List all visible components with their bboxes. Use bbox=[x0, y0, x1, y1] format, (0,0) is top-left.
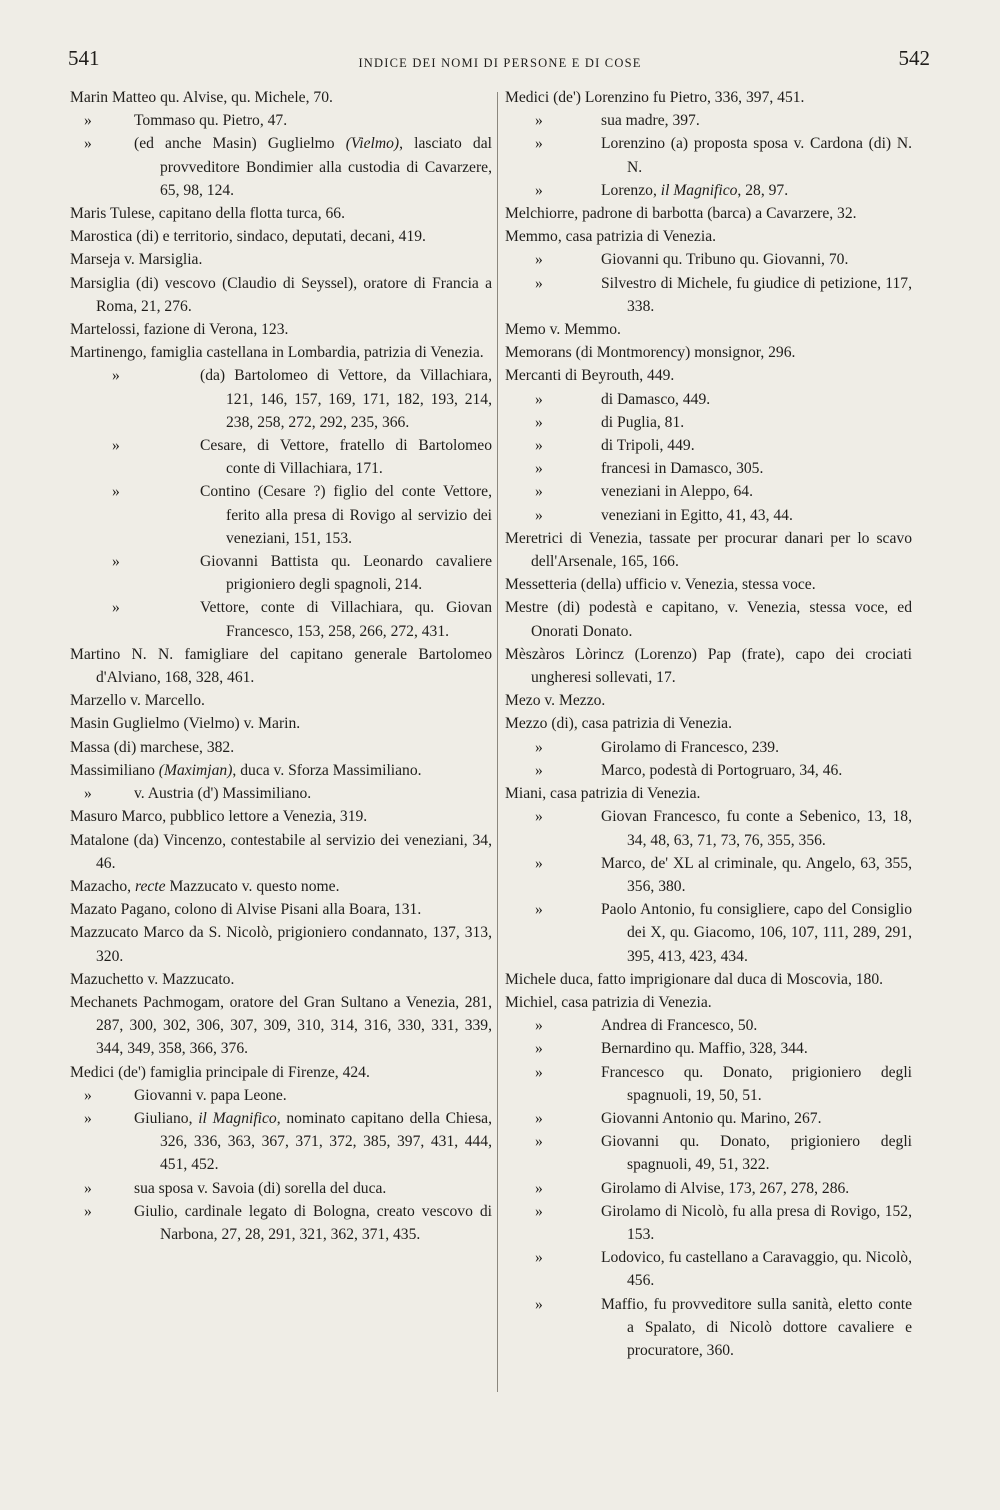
index-entry bbox=[70, 225, 492, 248]
entry-text: Mazuchetto v. Mazzucato. bbox=[70, 970, 235, 988]
ditto-mark: » bbox=[84, 1086, 92, 1104]
ditto-mark: » bbox=[535, 112, 543, 130]
index-entry bbox=[505, 225, 912, 248]
subentry-body bbox=[601, 1293, 912, 1363]
index-entry bbox=[505, 202, 912, 225]
ditto-mark: » bbox=[535, 390, 543, 408]
entry-text: di Damasco, 449. bbox=[601, 390, 711, 408]
index-entry bbox=[505, 86, 912, 109]
entry-text: Giovanni Antonio qu. Marino, 267. bbox=[601, 1109, 822, 1127]
index-subentry bbox=[505, 1014, 912, 1037]
index-entry bbox=[70, 643, 492, 689]
subentry-body bbox=[601, 1107, 912, 1130]
index-entry bbox=[505, 364, 912, 387]
entry-italic-text: (Maximjan) bbox=[158, 761, 233, 779]
entry-italic-text: recte bbox=[134, 877, 166, 895]
index-subentry bbox=[505, 272, 912, 318]
index-subentry bbox=[505, 852, 912, 898]
ditto-mark: » bbox=[535, 460, 543, 478]
entry-text: Marin Matteo qu. Alvise, qu. Michele, 70. bbox=[70, 89, 333, 106]
index-entry bbox=[505, 968, 912, 991]
entry-text-continued: Mazzucato v. questo nome. bbox=[165, 877, 340, 895]
entry-text: di Tripoli, 449. bbox=[601, 437, 695, 455]
entry-text: Lodovico, fu castellano a Caravaggio, qu. Nicolò, 456. bbox=[601, 1249, 912, 1290]
index-entry bbox=[70, 829, 492, 875]
ditto-mark: » bbox=[535, 1040, 543, 1058]
index-subentry bbox=[70, 1107, 492, 1177]
entry-text: Girolamo di Nicolò, fu alla presa di Rovigo, 152, 153. bbox=[601, 1202, 912, 1243]
entry-text: Mèszàros Lòrincz (Lorenzo) Pap (frate), capo dei crociati ungheresi sollevati, 17. bbox=[505, 645, 912, 687]
subentry-body bbox=[134, 1107, 492, 1177]
index-entry bbox=[70, 875, 492, 898]
entry-italic-text: il Magnifico bbox=[660, 181, 738, 199]
index-entry bbox=[70, 898, 492, 921]
entry-text: veneziani in Aleppo, 64. bbox=[601, 483, 754, 501]
ditto-mark: » bbox=[84, 1179, 92, 1197]
entry-text: Medici (de') Lorenzino fu Pietro, 336, 397, 451. bbox=[505, 89, 805, 106]
subentry-body bbox=[601, 272, 912, 318]
index-entry bbox=[70, 736, 492, 759]
ditto-mark: » bbox=[535, 761, 543, 779]
entry-text: Giovanni qu. Donato, prigioniero degli spagnuoli, 49, 51, 322. bbox=[601, 1133, 912, 1174]
index-entry bbox=[505, 318, 912, 341]
subentry-body bbox=[601, 1177, 912, 1200]
subentry-body bbox=[601, 179, 912, 202]
subentry-body bbox=[601, 736, 912, 759]
index-entry bbox=[70, 318, 492, 341]
index-entry bbox=[70, 86, 492, 109]
subentry-body bbox=[200, 550, 492, 596]
index-subentry bbox=[70, 596, 492, 642]
subentry-body bbox=[200, 480, 492, 550]
subentry-body bbox=[601, 1200, 912, 1246]
entry-text: (da) Bartolomeo di Vettore, da Villachiara, 121, 146, 157, 169, 171, 182, 193, 214, 238, 258, 272, 292, 235, 366. bbox=[200, 367, 492, 431]
subentry-body bbox=[601, 457, 912, 480]
entry-text: Francesco qu. Donato, prigioniero degli spagnuoli, 19, 50, 51. bbox=[601, 1063, 912, 1104]
entry-text: Tommaso qu. Pietro, 47. bbox=[134, 112, 288, 130]
index-subentry bbox=[505, 1246, 912, 1292]
ditto-mark: » bbox=[535, 1249, 543, 1267]
entry-text: Giovanni v. papa Leone. bbox=[134, 1086, 287, 1104]
index-entry bbox=[70, 805, 492, 828]
index-subentry bbox=[70, 480, 492, 550]
index-subentry bbox=[70, 1200, 492, 1246]
ditto-mark: » bbox=[535, 901, 543, 919]
ditto-mark: » bbox=[112, 437, 120, 455]
entry-text: sua sposa v. Savoia (di) sorella del duca. bbox=[134, 1179, 387, 1197]
index-subentry bbox=[505, 411, 912, 434]
index-entry bbox=[70, 202, 492, 225]
page-number-left: 541 bbox=[68, 46, 100, 70]
entry-text: Mercanti di Beyrouth, 449. bbox=[505, 367, 675, 385]
entry-text: Marco, podestà di Portogruaro, 34, 46. bbox=[601, 761, 843, 779]
entry-text: Mazato Pagano, colono di Alvise Pisani alla Boara, 131. bbox=[70, 901, 422, 919]
ditto-mark: » bbox=[112, 483, 120, 501]
ditto-mark: » bbox=[112, 367, 120, 385]
entry-text: Masin Guglielmo (Vielmo) v. Marin. bbox=[70, 715, 301, 733]
index-entry bbox=[505, 643, 912, 689]
entry-text: Marsiglia (di) vescovo (Claudio di Seyssel), oratore di Francia a Roma, 21, 276. bbox=[70, 274, 492, 315]
ditto-mark: » bbox=[84, 1202, 92, 1220]
entry-italic-text: il Magnifico bbox=[198, 1109, 277, 1127]
entry-text-continued: , lasciato dal provveditore Bondimier alla custodia di Cavarzere, 65, 98, 124. bbox=[160, 135, 492, 199]
entry-text: francesi in Damasco, 305. bbox=[601, 460, 764, 478]
subentry-body bbox=[601, 1014, 912, 1037]
entry-text: Memo v. Memmo. bbox=[505, 321, 621, 339]
index-subentry bbox=[505, 480, 912, 503]
entry-text-continued: , duca v. Sforza Massimiliano. bbox=[232, 761, 422, 779]
column-divider bbox=[497, 92, 498, 1392]
entry-text: Mazacho, bbox=[70, 877, 135, 895]
index-entry bbox=[70, 1061, 492, 1084]
entry-text: (ed anche Masin) Guglielmo bbox=[134, 135, 346, 153]
entry-text: Contino (Cesare ?) figlio del conte Vettore, ferito alla presa di Rovigo al servizio dei veneziani, 151, 153. bbox=[200, 483, 492, 547]
entry-text: Mezo v. Mezzo. bbox=[505, 692, 606, 710]
entry-text: Michele duca, fatto imprigionare dal duca di Moscovia, 180. bbox=[505, 970, 884, 988]
index-subentry bbox=[505, 805, 912, 851]
index-subentry bbox=[505, 457, 912, 480]
entry-text: Martelossi, fazione di Verona, 123. bbox=[70, 321, 289, 339]
index-entry bbox=[505, 689, 912, 712]
entry-italic-text: (Vielmo) bbox=[345, 135, 400, 153]
ditto-mark: » bbox=[84, 1109, 92, 1127]
index-subentry bbox=[70, 1177, 492, 1200]
ditto-mark: » bbox=[112, 599, 120, 617]
ditto-mark: » bbox=[535, 437, 543, 455]
index-subentry bbox=[70, 364, 492, 434]
index-subentry bbox=[505, 759, 912, 782]
index-entry bbox=[505, 782, 912, 805]
running-head: INDICE DEI NOMI DI PERSONE E DI COSE bbox=[358, 56, 642, 70]
entry-text: Masuro Marco, pubblico lettore a Venezia, 319. bbox=[70, 808, 368, 826]
subentry-body bbox=[601, 411, 912, 434]
index-entry bbox=[70, 712, 492, 735]
subentry-body bbox=[134, 109, 492, 132]
index-entry bbox=[70, 759, 492, 782]
entry-text: Cesare, di Vettore, fratello di Bartolomeo conte di Villachiara, 171. bbox=[200, 437, 492, 478]
entry-text: Mazzucato Marco da S. Nicolò, prigioniero condannato, 137, 313, 320. bbox=[70, 924, 492, 965]
index-subentry bbox=[505, 504, 912, 527]
index-subentry bbox=[70, 109, 492, 132]
ditto-mark: » bbox=[535, 181, 543, 199]
index-subentry bbox=[505, 1177, 912, 1200]
entry-text: Mezzo (di), casa patrizia di Venezia. bbox=[505, 715, 733, 733]
index-subentry bbox=[505, 248, 912, 271]
entry-text: Massimiliano bbox=[70, 761, 159, 779]
entry-text: Massa (di) marchese, 382. bbox=[70, 738, 235, 756]
entry-text: Vettore, conte di Villachiara, qu. Giovan Francesco, 153, 258, 266, 272, 431. bbox=[200, 599, 492, 640]
index-subentry bbox=[505, 1061, 912, 1107]
subentry-body bbox=[601, 1246, 912, 1292]
entry-text: v. Austria (d') Massimiliano. bbox=[134, 785, 312, 803]
index-column-left bbox=[70, 86, 492, 1246]
index-entry bbox=[70, 341, 492, 364]
entry-text: Giuliano, bbox=[134, 1109, 199, 1127]
entry-text: Memmo, casa patrizia di Venezia. bbox=[505, 228, 717, 246]
index-subentry bbox=[70, 132, 492, 202]
subentry-body bbox=[601, 388, 912, 411]
entry-text: Silvestro di Michele, fu giudice di petizione, 117, 338. bbox=[601, 274, 912, 315]
subentry-body bbox=[601, 504, 912, 527]
ditto-mark: » bbox=[535, 506, 543, 524]
entry-text: Marco, de' XL al criminale, qu. Angelo, 63, 355, 356, 380. bbox=[601, 854, 912, 895]
index-subentry bbox=[505, 132, 912, 178]
ditto-mark: » bbox=[535, 251, 543, 269]
index-subentry bbox=[505, 1200, 912, 1246]
entry-text: Messetteria (della) ufficio v. Venezia, stessa voce. bbox=[505, 576, 816, 594]
index-entry bbox=[70, 272, 492, 318]
ditto-mark: » bbox=[535, 135, 543, 153]
subentry-body bbox=[601, 480, 912, 503]
subentry-body bbox=[200, 434, 492, 480]
index-column-right bbox=[505, 86, 912, 1362]
subentry-body bbox=[134, 1084, 492, 1107]
entry-text: Marseja v. Marsiglia. bbox=[70, 251, 203, 269]
index-subentry bbox=[505, 388, 912, 411]
subentry-body bbox=[601, 109, 912, 132]
subentry-body bbox=[200, 364, 492, 434]
entry-text: Martinengo, famiglia castellana in Lombardia, patrizia di Venezia. bbox=[70, 344, 484, 362]
index-subentry bbox=[505, 1130, 912, 1176]
entry-text: Mestre (di) podestà e capitano, v. Venezia, stessa voce, ed Onorati Donato. bbox=[505, 599, 912, 640]
index-subentry bbox=[505, 179, 912, 202]
subentry-body bbox=[601, 1130, 912, 1176]
entry-text: Lorenzo, bbox=[601, 181, 661, 199]
ditto-mark: » bbox=[535, 1295, 543, 1313]
entry-text: Girolamo di Alvise, 173, 267, 278, 286. bbox=[601, 1179, 850, 1197]
index-entry bbox=[70, 968, 492, 991]
ditto-mark: » bbox=[84, 112, 92, 130]
entry-text: Melchiorre, padrone di barbotta (barca) a Cavarzere, 32. bbox=[505, 205, 857, 223]
entry-text: Martino N. N. famigliare del capitano generale Bartolomeo d'Alviano, 168, 328, 461. bbox=[70, 645, 492, 687]
entry-text: Meretrici di Venezia, tassate per procurar danari per lo scavo dell'Arsenale, 165, 166. bbox=[505, 529, 912, 571]
entry-text: Michiel, casa patrizia di Venezia. bbox=[505, 993, 712, 1011]
index-entry bbox=[505, 991, 912, 1014]
entry-text: Giovanni Battista qu. Leonardo cavaliere prigioniero degli spagnoli, 214. bbox=[200, 553, 492, 594]
index-subentry bbox=[70, 1084, 492, 1107]
entry-text: Maffio, fu provveditore sulla sanità, eletto conte a Spalato, di Nicolò dottore cavaliere e procuratore, 360. bbox=[601, 1295, 912, 1359]
index-entry bbox=[505, 527, 912, 573]
index-entry bbox=[505, 573, 912, 596]
entry-text: Andrea di Francesco, 50. bbox=[601, 1017, 758, 1035]
ditto-mark: » bbox=[112, 553, 120, 571]
ditto-mark: » bbox=[535, 483, 543, 501]
subentry-body bbox=[601, 1061, 912, 1107]
index-entry bbox=[70, 689, 492, 712]
subentry-body bbox=[134, 1200, 492, 1246]
index-subentry bbox=[70, 434, 492, 480]
index-subentry bbox=[70, 782, 492, 805]
subentry-body bbox=[601, 248, 912, 271]
entry-text: Maris Tulese, capitano della flotta turca, 66. bbox=[70, 205, 345, 223]
entry-text: Medici (de') famiglia principale di Firenze, 424. bbox=[70, 1063, 370, 1081]
ditto-mark: » bbox=[535, 1133, 543, 1151]
entry-text: Girolamo di Francesco, 239. bbox=[601, 738, 779, 756]
ditto-mark: » bbox=[535, 808, 543, 826]
index-entry bbox=[70, 921, 492, 967]
subentry-body bbox=[601, 898, 912, 968]
subentry-body bbox=[601, 132, 912, 178]
subentry-body bbox=[200, 596, 492, 642]
index-subentry bbox=[505, 898, 912, 968]
entry-text-continued: , 28, 97. bbox=[737, 181, 789, 199]
ditto-mark: » bbox=[535, 413, 543, 431]
subentry-body bbox=[601, 434, 912, 457]
ditto-mark: » bbox=[535, 274, 543, 292]
subentry-body bbox=[134, 1177, 492, 1200]
ditto-mark: » bbox=[84, 135, 92, 153]
entry-text: Bernardino qu. Maffio, 328, 344. bbox=[601, 1040, 808, 1058]
index-subentry bbox=[505, 434, 912, 457]
ditto-mark: » bbox=[535, 1063, 543, 1081]
subentry-body bbox=[601, 759, 912, 782]
index-entry bbox=[70, 248, 492, 271]
ditto-mark: » bbox=[535, 1179, 543, 1197]
ditto-mark: » bbox=[535, 738, 543, 756]
entry-text: Mechanets Pachmogam, oratore del Gran Sultano a Venezia, 281, 287, 300, 302, 306, 307, 309, 310, 314, 316, 330, 331, 339, 344, 349, 358, 366, 376. bbox=[70, 993, 492, 1058]
index-subentry bbox=[70, 550, 492, 596]
subentry-body bbox=[601, 852, 912, 898]
entry-text: Marzello v. Marcello. bbox=[70, 692, 205, 710]
entry-text-continued: , nominato capitano della Chiesa, 326, 336, 363, 367, 371, 372, 385, 397, 431, 444, 451, 452. bbox=[160, 1109, 492, 1174]
subentry-body bbox=[601, 805, 912, 851]
entry-text: veneziani in Egitto, 41, 43, 44. bbox=[601, 506, 793, 524]
entry-text: Memorans (di Montmorency) monsignor, 296. bbox=[505, 344, 796, 362]
index-subentry bbox=[505, 1107, 912, 1130]
ditto-mark: » bbox=[84, 785, 92, 803]
entry-text: Giovanni qu. Tribuno qu. Giovanni, 70. bbox=[601, 251, 849, 269]
index-subentry bbox=[505, 1293, 912, 1363]
index-subentry bbox=[505, 1037, 912, 1060]
entry-text: di Puglia, 81. bbox=[601, 413, 685, 431]
entry-text: Giulio, cardinale legato di Bologna, creato vescovo di Narbona, 27, 28, 291, 321, 362, 371, 435. bbox=[134, 1202, 492, 1243]
index-subentry bbox=[505, 736, 912, 759]
index-entry bbox=[505, 596, 912, 642]
ditto-mark: » bbox=[535, 1109, 543, 1127]
index-subentry bbox=[505, 109, 912, 132]
ditto-mark: » bbox=[535, 1202, 543, 1220]
index-entry bbox=[505, 341, 912, 364]
index-entry bbox=[505, 712, 912, 735]
entry-text: Miani, casa patrizia di Venezia. bbox=[505, 785, 701, 803]
ditto-mark: » bbox=[535, 1017, 543, 1035]
entry-text: Lorenzino (a) proposta sposa v. Cardona (di) N. N. bbox=[601, 135, 912, 176]
entry-text: Giovan Francesco, fu conte a Sebenico, 13, 18, 34, 48, 63, 71, 73, 76, 355, 356. bbox=[601, 808, 912, 849]
index-entry bbox=[70, 991, 492, 1061]
entry-text: Paolo Antonio, fu consigliere, capo del Consiglio dei X, qu. Giacomo, 106, 107, 111, 289, 291, 395, 413, 423, 434. bbox=[601, 901, 912, 965]
entry-text: Marostica (di) e territorio, sindaco, deputati, decani, 419. bbox=[70, 228, 426, 246]
page-number-right: 542 bbox=[898, 46, 930, 70]
subentry-body bbox=[134, 132, 492, 202]
subentry-body bbox=[601, 1037, 912, 1060]
subentry-body bbox=[134, 782, 492, 805]
ditto-mark: » bbox=[535, 854, 543, 872]
entry-text: Matalone (da) Vincenzo, contestabile al servizio dei veneziani, 34, 46. bbox=[70, 831, 492, 872]
entry-text: sua madre, 397. bbox=[601, 112, 700, 130]
